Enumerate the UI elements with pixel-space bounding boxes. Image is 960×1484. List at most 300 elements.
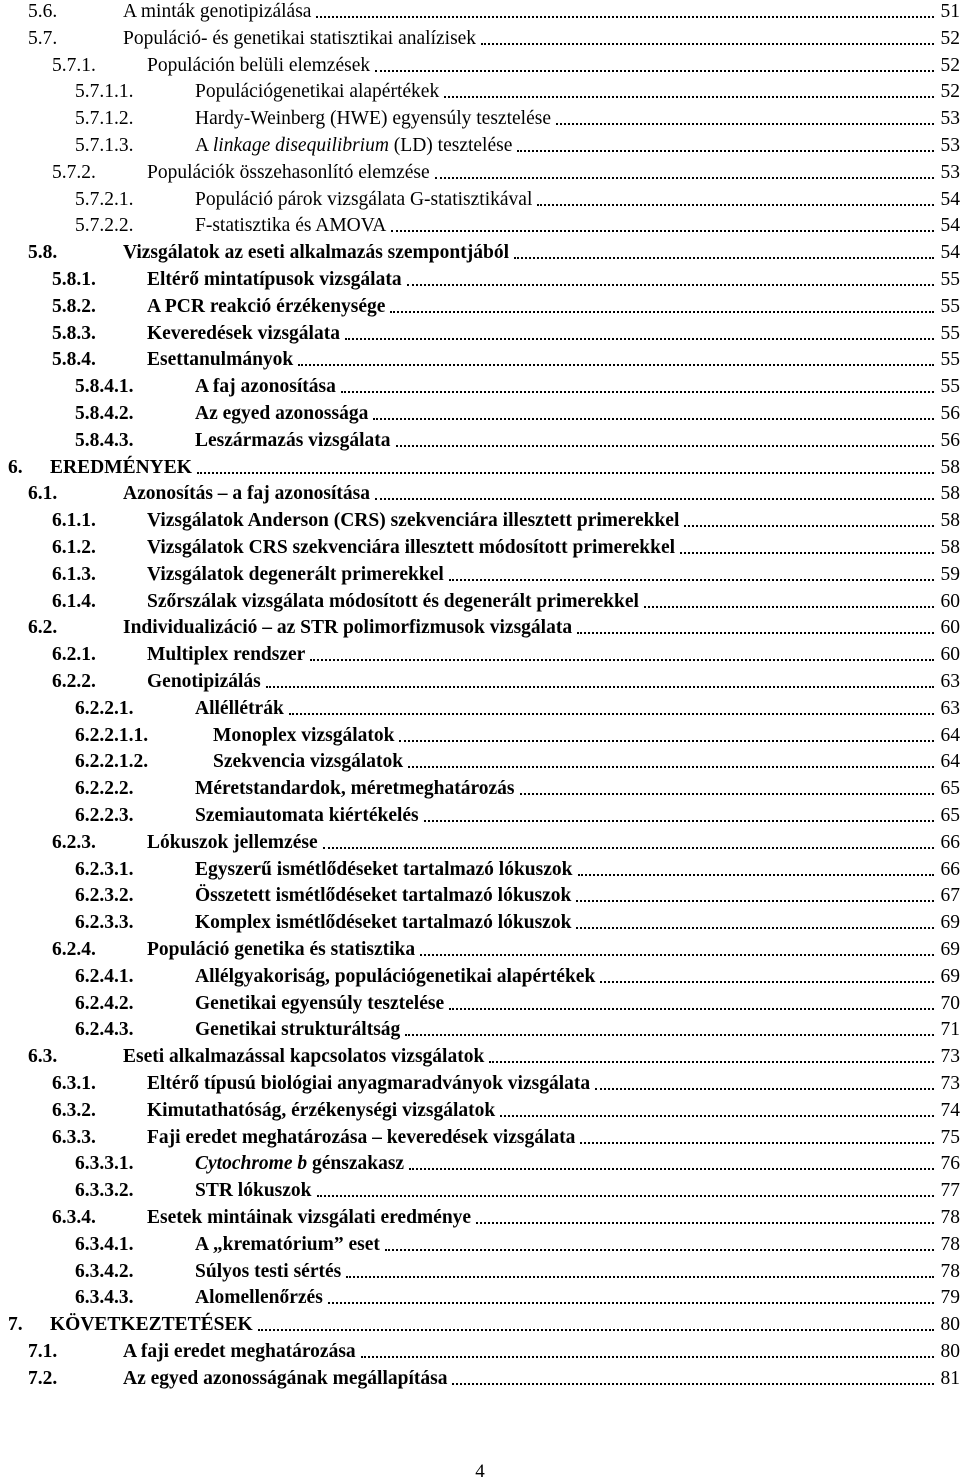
toc-title-text: Keveredések vizsgálata [147, 322, 340, 344]
toc-title-text: A faj azonosítása [195, 376, 336, 398]
dot-leader [325, 1284, 936, 1311]
toc-title-text: Esetek mintáinak vizsgálati eredménye [147, 1207, 472, 1228]
toc-number: 5.8.1. [52, 266, 96, 293]
toc-number: 6.1. [28, 480, 57, 507]
dot-leader [446, 561, 936, 588]
toc-title [123, 1365, 449, 1392]
toc-title-text: Alomellenőrzés [195, 1287, 323, 1309]
toc-page-number: 69 [940, 965, 960, 987]
toc-number: 6.3. [28, 1043, 57, 1070]
toc-entry[interactable] [0, 400, 960, 427]
toc-number: 6. [8, 454, 23, 481]
toc-page-number: 55 [940, 349, 960, 371]
dot-leader [314, 1177, 936, 1204]
toc-title [195, 1177, 314, 1204]
toc-page-number: 53 [940, 135, 960, 156]
toc-page-number: 58 [940, 456, 960, 478]
toc-number: 5.6. [28, 0, 57, 25]
toc-number: 6.2.2.1.1. [75, 722, 148, 749]
dot-leader [497, 1097, 936, 1124]
toc-title-text: Vizsgálatok degenerált primerekkel [147, 563, 444, 585]
toc-title-text: STR lókuszok [195, 1180, 312, 1202]
toc-number: 5.8. [28, 239, 57, 266]
toc-title [147, 346, 295, 373]
dot-leader [263, 668, 936, 695]
dot-leader [592, 1070, 936, 1097]
toc-number: 5.8.4. [52, 346, 96, 373]
toc-number: 5.7.1.1. [75, 78, 134, 105]
toc-title [195, 1284, 325, 1311]
toc-title-text: Azonosítás – a faj azonosítása [123, 483, 370, 505]
toc-title-text: Faji eredet meghatározása – keveredések vizsgálata [147, 1126, 576, 1148]
toc-entry[interactable] [0, 1311, 960, 1338]
toc-number: 5.7.1. [52, 52, 96, 79]
toc-number: 6.2.2.2. [75, 775, 134, 802]
toc-entry[interactable] [0, 1150, 960, 1177]
toc-number: 6.3.4.1. [75, 1231, 134, 1258]
dot-leader [343, 1258, 936, 1285]
toc-title-text: Kimutathatóság, érzékenységi vizsgálatok [147, 1099, 496, 1121]
toc-title [195, 963, 597, 990]
toc-title [195, 1016, 402, 1043]
toc-title-text: Szőrszálak vizsgálata módosított és degenerált primerekkel [147, 590, 639, 612]
toc-page-number: 52 [940, 27, 960, 49]
dot-leader [473, 1204, 936, 1231]
toc-title [147, 52, 372, 79]
toc-entry[interactable] [0, 614, 960, 641]
toc-page-number: 60 [940, 590, 960, 612]
toc-entry[interactable] [0, 480, 960, 507]
dot-leader [388, 212, 936, 239]
toc-title [50, 454, 194, 481]
toc-title-text: Allélgyakoriság, populációgenetikai alapértékek [195, 965, 596, 987]
toc-title-text: A „krematórium” eset [195, 1233, 380, 1255]
toc-entry[interactable] [0, 641, 960, 668]
dot-leader [307, 641, 936, 668]
toc-title-text: Individualizáció – az STR polimorfizmusok vizsgálata [123, 617, 573, 639]
dot-leader [478, 25, 936, 52]
toc-entry[interactable] [0, 990, 960, 1017]
toc-title [147, 320, 342, 347]
toc-number: 6.2.2.1.2. [75, 748, 148, 775]
dot-leader [446, 990, 936, 1017]
toc-entry[interactable] [0, 1204, 960, 1231]
dot-leader [641, 588, 936, 615]
toc-number: 5.8.4.3. [75, 427, 134, 454]
toc-number: 5.7.2. [52, 159, 96, 186]
toc-entry[interactable] [0, 1043, 960, 1070]
toc-page-number: 78 [940, 1233, 960, 1255]
toc-number: 5.7. [28, 25, 57, 52]
toc-number: 7. [8, 1311, 23, 1338]
toc-page-number: 64 [940, 724, 960, 746]
toc-page-number: 58 [940, 483, 960, 505]
toc-entry[interactable] [0, 722, 960, 749]
toc-title [147, 293, 387, 320]
toc-number: 7.2. [28, 1365, 57, 1392]
toc-page-number: 81 [940, 1367, 960, 1389]
toc-title-text: Eltérő mintatípusok vizsgálata [147, 269, 402, 290]
toc-page-number: 69 [940, 912, 960, 934]
toc-entry[interactable] [0, 266, 960, 293]
toc-title-text: Szekvencia vizsgálatok [213, 751, 404, 773]
toc-page-number: 66 [940, 858, 960, 880]
toc-entry[interactable] [0, 1070, 960, 1097]
toc-title-text: Összetett ismétlődéseket tartalmazó lókuszok [195, 885, 572, 907]
toc-title [147, 561, 446, 588]
toc-title-text: KÖVETKEZTETÉSEK [50, 1314, 253, 1336]
toc-page-number: 59 [940, 563, 960, 585]
toc-entry[interactable] [0, 882, 960, 909]
toc-title-text: EREDMÉNYEK [50, 456, 192, 478]
toc-page-number: 55 [940, 269, 960, 290]
toc-number: 6.1.1. [52, 507, 96, 534]
toc-page-number: 52 [940, 54, 960, 76]
toc-page-number: 78 [940, 1207, 960, 1228]
dot-leader [677, 534, 936, 561]
toc-entry[interactable] [0, 534, 960, 561]
toc-title [147, 534, 677, 561]
toc-title [50, 1311, 255, 1338]
toc-page-number: 80 [940, 1341, 960, 1362]
toc-number: 6.3.3. [52, 1124, 96, 1151]
toc-entry[interactable] [0, 132, 960, 159]
toc-title [123, 614, 574, 641]
toc-title [147, 1070, 592, 1097]
toc-entry[interactable] [0, 1097, 960, 1124]
dot-leader [295, 346, 936, 373]
toc-entry[interactable] [0, 25, 960, 52]
toc-title-text: Populáció párok vizsgálata G-statisztikával [195, 188, 533, 210]
toc-title [195, 186, 534, 213]
toc-title [123, 480, 372, 507]
toc-entry[interactable] [0, 105, 960, 132]
toc-title-text: Monoplex vizsgálatok [213, 724, 395, 746]
dot-leader [387, 293, 936, 320]
toc-page-number: 66 [940, 831, 960, 853]
dot-leader [573, 882, 936, 909]
toc-number: 6.2.3.1. [75, 856, 134, 883]
toc-title [195, 695, 286, 722]
toc-page-number: 54 [940, 188, 960, 210]
toc-number: 6.3.4.3. [75, 1284, 134, 1311]
toc-entry[interactable] [0, 427, 960, 454]
toc-title-part: linkage disequilibrium [212, 135, 389, 156]
toc-entry[interactable] [0, 320, 960, 347]
toc-title [147, 159, 432, 186]
toc-title-text: Egyszerű ismétlődéseket tartalmazó lókuszok [195, 858, 573, 880]
dot-leader [449, 1365, 936, 1392]
dot-leader [421, 802, 936, 829]
toc-title-text: Súlyos testi sértés [195, 1260, 342, 1282]
toc-entry[interactable] [0, 293, 960, 320]
toc-title-text: Szemiautomata kiértékelés [195, 805, 419, 826]
toc-title [147, 588, 641, 615]
toc-entry[interactable] [0, 1016, 960, 1043]
toc-title [123, 1338, 358, 1365]
dot-leader [577, 1124, 936, 1151]
toc-page-number: 55 [940, 295, 960, 317]
toc-entry[interactable] [0, 1284, 960, 1311]
toc-page-number: 60 [940, 644, 960, 666]
dot-leader [396, 722, 936, 749]
toc-number: 6.3.4.2. [75, 1258, 134, 1285]
toc-title-text: Genetikai strukturáltság [195, 1019, 401, 1041]
toc-entry[interactable] [0, 52, 960, 79]
toc-entry[interactable] [0, 668, 960, 695]
toc-page-number: 58 [940, 510, 960, 532]
page-number: 4 [475, 1461, 485, 1482]
toc-title [147, 641, 307, 668]
toc-number: 6.3.1. [52, 1070, 96, 1097]
toc-title-part: génszakasz [307, 1153, 405, 1175]
dot-leader [402, 1016, 936, 1043]
toc-entry[interactable] [0, 588, 960, 615]
toc-title [147, 1124, 577, 1151]
toc-page-number: 75 [940, 1126, 960, 1148]
toc-page-number: 54 [940, 242, 960, 264]
toc-title [195, 882, 573, 909]
dot-leader [320, 829, 936, 856]
toc-page-number: 53 [940, 108, 960, 130]
toc-title-text: A minták genotipizálása [123, 1, 312, 22]
toc-entry[interactable] [0, 936, 960, 963]
toc-number: 5.8.4.1. [75, 373, 134, 400]
toc-number: 6.3.2. [52, 1097, 96, 1124]
toc-entry[interactable] [0, 212, 960, 239]
toc-entry[interactable] [0, 1338, 960, 1365]
dot-leader [432, 159, 936, 186]
toc-page-number: 56 [940, 403, 960, 424]
toc-entry[interactable] [0, 186, 960, 213]
toc-entry[interactable] [0, 856, 960, 883]
toc-entry[interactable] [0, 1231, 960, 1258]
toc-entry[interactable] [0, 802, 960, 829]
dot-leader [417, 936, 936, 963]
dot-leader [575, 856, 936, 883]
toc-page-number: 64 [940, 751, 960, 773]
toc-title [213, 748, 405, 775]
toc-title [195, 132, 514, 159]
toc-title-text: Populáció- és genetikai statisztikai analízisek [123, 27, 477, 49]
toc-number: 6.1.3. [52, 561, 96, 588]
toc-entry[interactable] [0, 159, 960, 186]
toc-title-text: Multiplex rendszer [147, 644, 306, 666]
dot-leader [486, 1043, 936, 1070]
toc-entry[interactable] [0, 1177, 960, 1204]
toc-title [123, 0, 313, 25]
toc-number: 6.2.4. [52, 936, 96, 963]
toc-title-text: Genotipizálás [147, 671, 261, 692]
toc-title-text: Genetikai egyensúly tesztelése [195, 992, 445, 1014]
dot-leader [382, 1231, 936, 1258]
toc-page-number: 51 [940, 1, 960, 22]
toc-number: 6.3.3.2. [75, 1177, 134, 1204]
toc-title-text: Vizsgálatok az eseti alkalmazás szempontjából [123, 242, 509, 264]
toc-title [195, 1258, 343, 1285]
toc-number: 6.2.3.2. [75, 882, 134, 909]
toc-page-number: 80 [940, 1314, 960, 1336]
toc-title-text: Méretstandardok, méretmeghatározás [195, 778, 515, 800]
toc-title [147, 936, 417, 963]
toc-number: 5.8.3. [52, 320, 96, 347]
toc-title [123, 1043, 486, 1070]
dot-leader [372, 480, 936, 507]
dot-leader [514, 132, 936, 159]
toc-title [123, 25, 478, 52]
toc-number: 6.2.1. [52, 641, 96, 668]
toc-title-text: Lókuszok jellemzése [147, 831, 318, 853]
dot-leader [597, 963, 936, 990]
toc-page-number: 55 [940, 376, 960, 398]
toc-number: 7.1. [28, 1338, 57, 1365]
dot-leader [370, 400, 936, 427]
toc-title [195, 212, 388, 239]
toc-entry[interactable] [0, 373, 960, 400]
toc-page-number: 70 [940, 992, 960, 1014]
toc-entry[interactable] [0, 775, 960, 802]
toc-entry[interactable] [0, 239, 960, 266]
dot-leader [342, 320, 936, 347]
toc-page-number: 63 [940, 671, 960, 692]
toc-entry[interactable] [0, 1124, 960, 1151]
toc-title [195, 802, 421, 829]
toc-title-text: Populáció genetika és statisztika [147, 939, 416, 960]
toc-page-number: 76 [940, 1153, 960, 1175]
toc-number: 6.2. [28, 614, 57, 641]
toc-title-text: Esettanulmányok [147, 349, 294, 371]
toc-number: 6.2.2. [52, 668, 96, 695]
toc-page-number: 56 [940, 429, 960, 451]
toc-page-number: 65 [940, 805, 960, 826]
toc-title-text: Az egyed azonossága [195, 403, 369, 424]
toc-title-part: Cytochrome b [195, 1153, 308, 1175]
toc-entry[interactable] [0, 0, 960, 25]
toc-entry[interactable] [0, 346, 960, 373]
toc-number: 5.7.1.3. [75, 132, 134, 159]
toc-entry[interactable] [0, 1258, 960, 1285]
toc-title-text: F-statisztika és AMOVA [195, 215, 387, 237]
toc-entry[interactable] [0, 507, 960, 534]
dot-leader [393, 427, 936, 454]
toc-title-text: Vizsgálatok Anderson (CRS) szekvenciára illesztett primerekkel [147, 510, 680, 532]
toc-entry[interactable] [0, 909, 960, 936]
toc-title [195, 909, 573, 936]
dot-leader [441, 78, 936, 105]
toc-page-number: 52 [940, 81, 960, 103]
toc-title-part: A [195, 135, 213, 156]
toc-number: 6.2.3.3. [75, 909, 134, 936]
toc-title [147, 829, 320, 856]
toc-page-number: 79 [940, 1287, 960, 1309]
toc-page-number: 67 [940, 885, 960, 907]
toc-title [147, 1204, 473, 1231]
toc-title-text: Leszármazás vizsgálata [195, 429, 391, 451]
toc-title-text: Az egyed azonosságának megállapítása [123, 1367, 448, 1389]
toc-title [195, 856, 575, 883]
toc-title-text: Hardy-Weinberg (HWE) egyensúly tesztelése [195, 108, 551, 130]
dot-leader [553, 105, 936, 132]
toc-entry[interactable] [0, 1365, 960, 1392]
toc-title [213, 722, 396, 749]
toc-title [195, 775, 517, 802]
toc-title-text: Populációk összehasonlító elemzése [147, 161, 430, 183]
toc-number: 6.2.4.3. [75, 1016, 134, 1043]
toc-page-number: 58 [940, 537, 960, 558]
toc-title-text: A PCR reakció érzékenysége [147, 295, 386, 317]
dot-leader [534, 186, 936, 213]
toc-page-number: 53 [940, 161, 960, 183]
toc-title-text: Komplex ismétlődéseket tartalmazó lókuszok [195, 912, 572, 934]
toc-title [195, 1150, 406, 1177]
dot-leader [338, 373, 936, 400]
toc-number: 5.7.2.2. [75, 212, 134, 239]
toc-entry[interactable] [0, 963, 960, 990]
toc-entry[interactable] [0, 829, 960, 856]
toc-number: 6.2.4.2. [75, 990, 134, 1017]
toc-entry[interactable] [0, 748, 960, 775]
toc-number: 6.2.4.1. [75, 963, 134, 990]
toc-page-number: 73 [940, 1073, 960, 1094]
toc-title [147, 507, 681, 534]
toc-title [147, 266, 404, 293]
toc-title [195, 373, 338, 400]
toc-title-text: A faji eredet meghatározása [123, 1341, 356, 1362]
toc-page-number: 54 [940, 215, 960, 237]
toc-page-number: 74 [940, 1099, 960, 1121]
toc-number: 5.7.2.1. [75, 186, 134, 213]
toc-title [195, 105, 553, 132]
toc-title [195, 990, 446, 1017]
toc-number: 6.3.4. [52, 1204, 96, 1231]
toc-title-text: Populációgenetikai alapértékek [195, 81, 440, 103]
toc-title-part: (LD) tesztelése [388, 135, 513, 156]
dot-leader [286, 695, 936, 722]
toc-number: 6.1.4. [52, 588, 96, 615]
toc-number: 6.1.2. [52, 534, 96, 561]
toc-number: 5.7.1.2. [75, 105, 134, 132]
toc-number: 5.8.2. [52, 293, 96, 320]
toc-title-text: Eseti alkalmazással kapcsolatos vizsgálatok [123, 1046, 485, 1068]
dot-leader [681, 507, 936, 534]
toc-title-text: Populáción belüli elemzések [147, 54, 371, 76]
dot-leader [405, 748, 936, 775]
dot-leader [574, 614, 936, 641]
toc-entry[interactable] [0, 561, 960, 588]
dot-leader [358, 1338, 936, 1365]
toc-page-number: 65 [940, 778, 960, 800]
toc-title [195, 1231, 382, 1258]
dot-leader [255, 1311, 936, 1338]
dot-leader [194, 454, 936, 481]
toc-title-text: Alléllétrák [195, 697, 284, 719]
toc-entry[interactable] [0, 454, 960, 481]
toc-entry[interactable] [0, 78, 960, 105]
dot-leader [313, 0, 936, 25]
toc-entry[interactable] [0, 695, 960, 722]
toc-page-number: 69 [940, 939, 960, 960]
dot-leader [372, 52, 936, 79]
toc-title-text: Vizsgálatok CRS szekvenciára illesztett módosított primerekkel [147, 537, 676, 558]
toc-number: 5.8.4.2. [75, 400, 134, 427]
toc-title [195, 400, 370, 427]
toc-title [195, 78, 441, 105]
dot-leader [406, 1150, 936, 1177]
toc-page-number: 77 [940, 1180, 960, 1202]
toc-page-number: 78 [940, 1260, 960, 1282]
dot-leader [573, 909, 936, 936]
toc-number: 6.2.3. [52, 829, 96, 856]
